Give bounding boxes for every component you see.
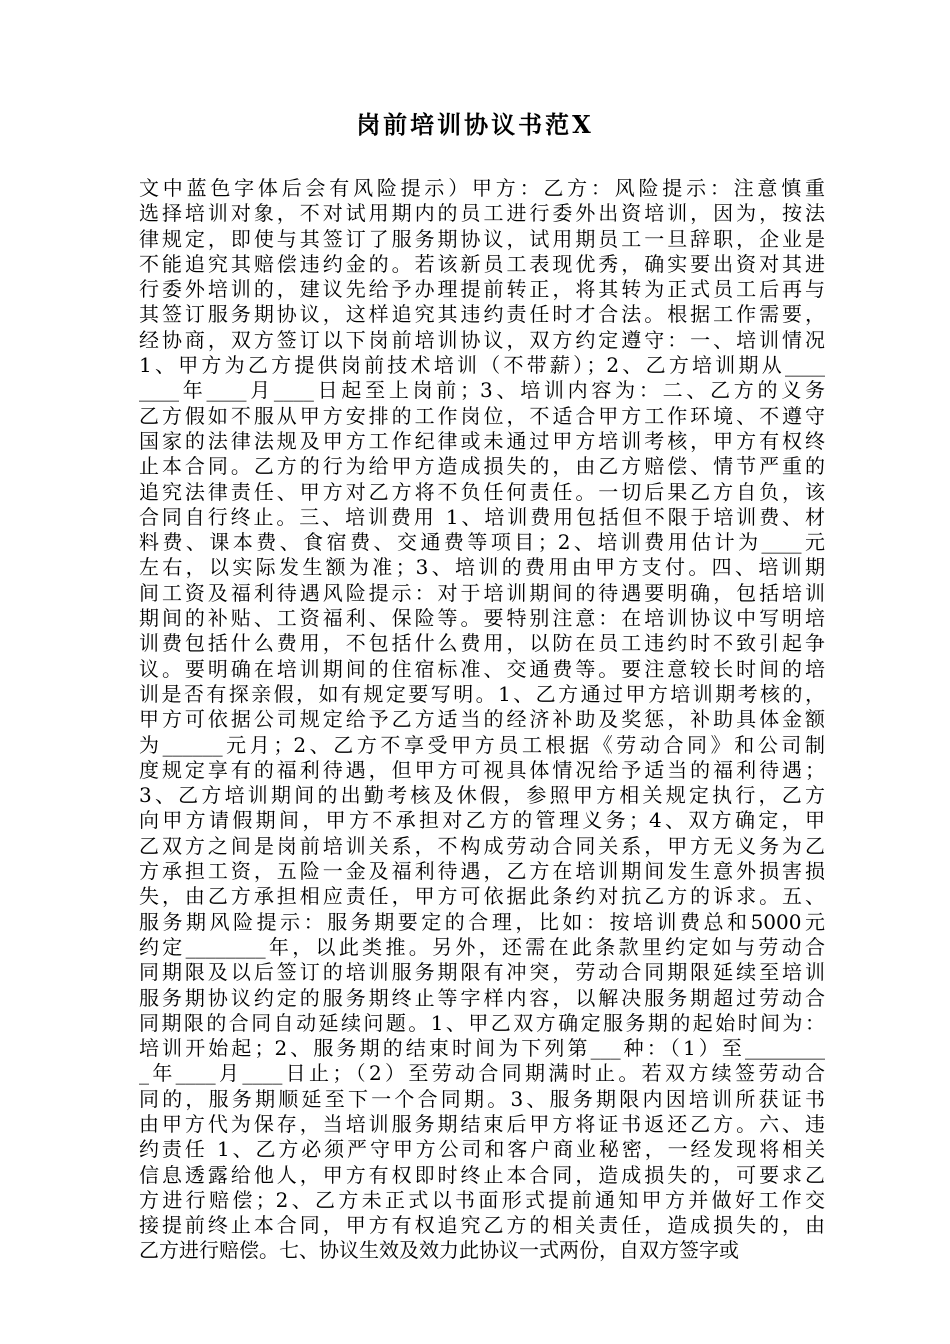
body-text-line: 追究法律责任、甲方对乙方将不负任何责任。一切后果乙方自负，该 (139, 479, 825, 504)
body-text-line: 甲方可依据公司规定给予乙方适当的经济补助及奖惩，补助具体金额 (139, 707, 825, 732)
body-text-line: 乙方进行赔偿。七、协议生效及效力此协议一式两份，自双方签字或 (139, 1238, 739, 1263)
body-text-line: ____年____月____日起至上岗前；3、培训内容为：二、乙方的义务 (139, 378, 825, 403)
body-text-line: 料费、课本费、食宿费、交通费等项目；2、培训费用估计为____元 (139, 530, 825, 555)
body-text-line: 约定________年，以此类推。另外，还需在此条款里约定如与劳动合 (139, 934, 825, 959)
body-text-line: 间工资及福利待遇风险提示：对于培训期间的待遇要明确，包括培训 (139, 580, 825, 605)
body-text-line: 方承担工资，五险一金及福利待遇，乙方在培训期间发生意外损害损 (139, 859, 825, 884)
body-text-line: 期间的补贴、工资福利、保险等。要特别注意：在培训协议中写明培 (139, 606, 825, 631)
body-text-line: 不能追究其赔偿违约金的。若该新员工表现优秀，确实要出资对其进 (139, 251, 825, 276)
body-text-line: 同期限的合同自动延续问题。1、甲乙双方确定服务期的起始时间为： (139, 1010, 825, 1035)
body-text-line: 服务期风险提示：服务期要定的合理，比如：按培训费总和5000元 (139, 909, 825, 934)
body-text-line: 行委外培训的，建议先给予办理提前转正，将其转为正式员工后再与 (139, 277, 825, 302)
body-text-line: 1、甲方为乙方提供岗前技术培训（不带薪）；2、乙方培训期从____ (139, 353, 825, 378)
body-text-line: 为______元月；2、乙方不享受甲方员工根据《劳动合同》和公司制 (139, 732, 825, 757)
body-text-line: 议。要明确在培训期间的住宿标准、交通费等。要注意较长时间的培 (139, 656, 825, 681)
body-text-line: 由甲方代为保存，当培训服务期结束后甲方将证书返还乙方。六、违 (139, 1111, 825, 1136)
body-text-line: 培训开始起；2、服务期的结束时间为下列第___种：（1）至________ (139, 1036, 825, 1061)
body-text-line: 乙方假如不服从甲方安排的工作岗位，不适合甲方工作环境、不遵守 (139, 403, 825, 428)
body-text-line: 止本合同。乙方的行为给甲方造成损失的，由乙方赔偿、情节严重的 (139, 454, 825, 479)
body-text-line: 合同自行终止。三、培训费用 1、培训费用包括但不限于培训费、材 (139, 504, 825, 529)
body-text-line: 文中蓝色字体后会有风险提示）甲方：乙方：风险提示：注意慎重 (139, 176, 825, 200)
body-text-line: 律规定，即使与其签订了服务期协议，试用期员工一旦辞职，企业是 (139, 226, 825, 251)
document-body (139, 176, 825, 1264)
body-text-line: 接提前终止本合同，甲方有权追究乙方的相关责任，造成损失的，由 (139, 1213, 825, 1238)
body-text-line: 同期限及以后签订的培训服务期限有冲突，劳动合同期限延续至培训 (139, 960, 825, 985)
body-text-line: 乙双方之间是岗前培训关系，不构成劳动合同关系，甲方无义务为乙 (139, 833, 825, 858)
body-text-line: 同的，服务期顺延至下一个合同期。3、服务期限内因培训所获证书 (139, 1086, 825, 1111)
body-text-line: 度规定享有的福利待遇，但甲方可视具体情况给予适当的福利待遇； (139, 757, 825, 782)
body-text-line: 服务期协议约定的服务期终止等字样内容，以解决服务期超过劳动合 (139, 985, 825, 1010)
body-text-line: 约责任 1、乙方必须严守甲方公司和客户商业秘密，一经发现将相关 (139, 1137, 825, 1162)
body-text-line: 选择培训对象，不对试用期内的员工进行委外出资培训，因为，按法 (139, 201, 825, 226)
body-text-line: 方进行赔偿；2、乙方未正式以书面形式提前通知甲方并做好工作交 (139, 1187, 825, 1212)
body-text-line: 3、乙方培训期间的出勤考核及休假，参照甲方相关规定执行，乙方 (139, 783, 825, 808)
document-title: 岗前培训协议书范X (356, 110, 594, 139)
body-text-line: 训是否有探亲假，如有规定要写明。1、乙方通过甲方培训期考核的， (139, 681, 825, 706)
body-text-line: 训费包括什么费用，不包括什么费用，以防在员工违约时不致引起争 (139, 631, 825, 656)
body-text-line: 左右，以实际发生额为准；3、培训的费用由甲方支付。四、培训期 (139, 555, 825, 580)
body-text-line: 国家的法律法规及甲方工作纪律或未通过甲方培训考核，甲方有权终 (139, 428, 825, 453)
body-text-line: 经协商，双方签订以下岗前培训协议，双方约定遵守：一、培训情况 (139, 327, 825, 352)
body-text-line: 失，由乙方承担相应责任，甲方可依据此条约对抗乙方的诉求。五、 (139, 884, 825, 909)
body-text-line: 其签订服务期协议，这样追究其违约责任时才合法。根据工作需要， (139, 302, 825, 327)
body-text-line: 向甲方请假期间，甲方不承担对乙方的管理义务；4、双方确定，甲 (139, 808, 825, 833)
body-text-line: 信息透露给他人，甲方有权即时终止本合同，造成损失的，可要求乙 (139, 1162, 825, 1187)
body-text-line: _年____月____日止；（2）至劳动合同期满时止。若双方续签劳动合 (139, 1061, 825, 1086)
